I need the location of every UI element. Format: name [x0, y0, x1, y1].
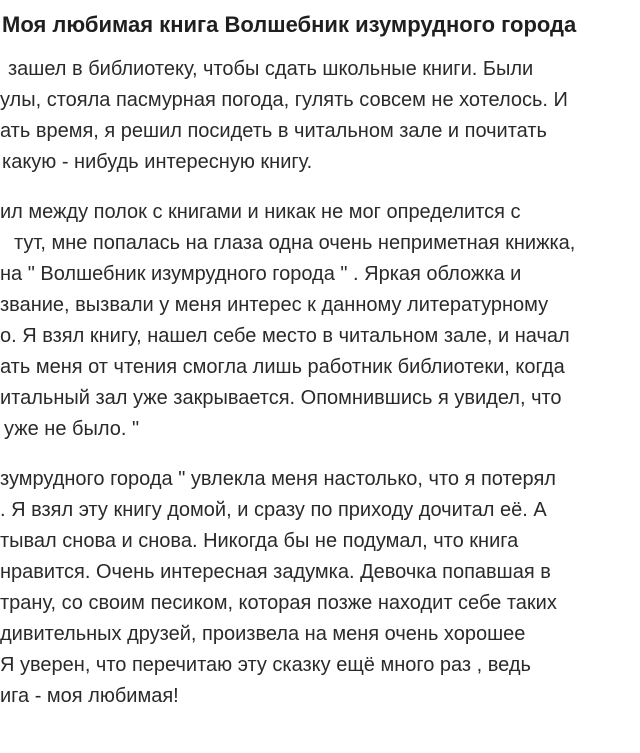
text-line: тывал снова и снова. Никогда бы не подумал, что книга	[0, 530, 519, 552]
text-line: улы, стояла пасмурная погода, гулять совсем не хотелось. И	[0, 89, 568, 111]
text-line: зашел в библиотеку, чтобы сдать школьные книги. Были	[8, 58, 534, 80]
text-line: зумрудного города " увлекла меня настолько, что я потерял	[0, 468, 556, 490]
text-line: уже не было. "	[4, 418, 140, 440]
text-line: нравится. Очень интересная задумка. Девочка попавшая в	[0, 561, 551, 583]
text-line: тут, мне попалась на глаза одна очень неприметная книжка,	[14, 232, 576, 254]
text-line: на " Волшебник изумрудного города " . Яркая обложка и	[0, 263, 522, 285]
text-line: итальный зал уже закрывается. Опомнившись я увидел, что	[0, 387, 562, 409]
text-line: ига - моя любимая!	[0, 685, 179, 707]
text-line: ил между полок с книгами и никак не мог определится с	[0, 201, 521, 223]
text-line: Я уверен, что перечитаю эту сказку ещё много раз , ведь	[0, 654, 531, 676]
text-line: . Я взял эту книгу домой, и сразу по приходу дочитал её. А	[0, 499, 547, 521]
document-title: Моя любимая книга Волшебник изумрудного города	[2, 12, 577, 37]
text-line: ать меня от чтения смогла лишь работник библиотеки, когда	[0, 356, 565, 378]
text-line: о. Я взял книгу, нашел себе место в читальном зале, и начал	[0, 325, 570, 347]
text-line: звание, вызвали у меня интерес к данному литературному	[0, 294, 549, 316]
text-line: трану, со своим песиком, которая позже находит себе таких	[0, 592, 557, 614]
text-line: дивительных друзей, произвела на меня очень хорошее	[0, 623, 526, 645]
text-line: какую - нибудь интересную книгу.	[2, 151, 313, 173]
text-line: ать время, я решил посидеть в читальном зале и почитать	[0, 120, 547, 142]
